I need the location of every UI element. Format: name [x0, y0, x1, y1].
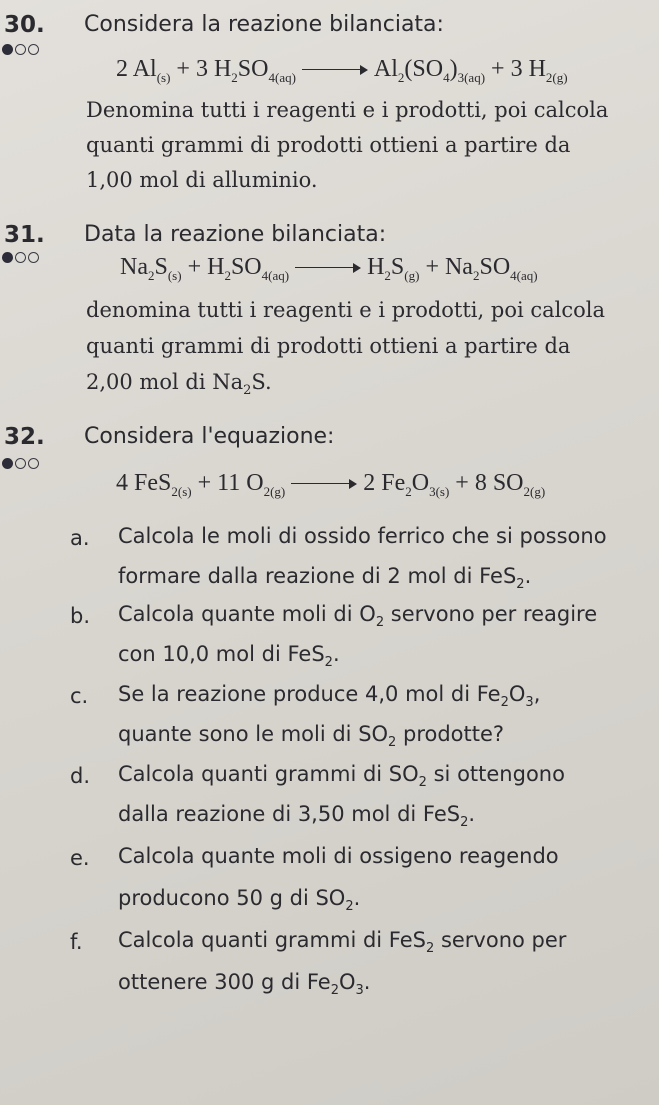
item-letter: a. — [70, 526, 90, 550]
item-text-line: formare dalla reazione di 2 mol di FeS$_2$. — [118, 564, 532, 593]
item-text-line: Calcola le moli di ossido ferrico che si possono — [118, 524, 607, 548]
item-text-line: Calcola quanti grammi di $SO_2$ si ottengono — [118, 762, 565, 791]
exercise-text-line: 1,00 mol di alluminio. — [86, 168, 318, 192]
exercise-text-line: quanti grammi di prodotti ottieni a partire da — [86, 334, 571, 358]
chemical-equation: $Na_2S_{(s)} + H_2SO_{4(aq)}$ $H_2S_{(g)} + Na_2SO_{4(aq)}$ — [120, 254, 538, 283]
item-text-line: producono 50 g di $SO_2$. — [118, 886, 361, 915]
item-letter: f. — [70, 930, 83, 954]
item-letter: d. — [70, 764, 91, 788]
reaction-arrow-icon — [291, 477, 357, 491]
chemical-equation: 2 $Al_{(s)} + 3$ $H_2SO_{4(aq)}$ $Al_2(SO_4)_{3(aq)} + 3$ $H_{2(g)}$ — [116, 56, 568, 85]
difficulty-dot-empty — [28, 44, 39, 55]
item-text-line: Se la reazione produce 4,0 mol di $Fe_2O_3$, — [118, 682, 541, 711]
exercise-heading: Considera la reazione bilanciata: — [84, 12, 444, 37]
difficulty-dot-empty — [28, 458, 39, 469]
exercise-number: 31. — [4, 222, 45, 248]
exercise-text-line: quanti grammi di prodotti ottieni a partire da — [86, 133, 571, 157]
difficulty-dot-filled — [2, 44, 13, 55]
item-letter: b. — [70, 604, 91, 628]
item-text-line: ottenere 300 g di $Fe_2O_3$. — [118, 970, 371, 999]
difficulty-dot-empty — [28, 252, 39, 263]
exercise-number: 30. — [4, 12, 45, 38]
difficulty-dot-empty — [15, 44, 26, 55]
exercise-text-line: Denomina tutti i reagenti e i prodotti, poi calcola — [86, 98, 609, 122]
item-text-line: con 10,0 mol di FeS$_2$. — [118, 642, 340, 671]
difficulty-dot-filled — [2, 458, 13, 469]
chemical-equation: 4 FeS$_{2(s)}$ + 11 $O_{2(g)}$ 2 $Fe_2O_{3(s)} + 8$ $SO_{2(g)}$ — [116, 470, 546, 499]
exercise-heading: Data la reazione bilanciata: — [84, 222, 387, 247]
exercise-heading: Considera l'equazione: — [84, 424, 335, 449]
item-text-line: Calcola quanti grammi di FeS$_2$ servono per — [118, 928, 567, 957]
difficulty-dot-empty — [15, 458, 26, 469]
exercise-number: 32. — [4, 424, 45, 450]
difficulty-dot-filled — [2, 252, 13, 263]
difficulty-dots — [2, 44, 39, 55]
difficulty-dot-empty — [15, 252, 26, 263]
difficulty-dots — [2, 458, 39, 469]
item-text-line: quante sono le moli di $SO_2$ prodotte? — [118, 722, 505, 751]
reaction-arrow-icon — [302, 63, 368, 77]
item-letter: e. — [70, 846, 90, 870]
difficulty-dots — [2, 252, 39, 263]
item-text-line: Calcola quante moli di ossigeno reagendo — [118, 844, 559, 868]
item-text-line: dalla reazione di 3,50 mol di FeS$_2$. — [118, 802, 476, 831]
exercise-text-line: denomina tutti i reagenti e i prodotti, poi calcola — [86, 298, 605, 322]
item-letter: c. — [70, 684, 89, 708]
reaction-arrow-icon — [295, 261, 361, 275]
exercise-text-line: 2,00 mol di $Na_2S$. — [86, 370, 272, 399]
item-text-line: Calcola quante moli di $O_2$ servono per reagire — [118, 602, 598, 631]
